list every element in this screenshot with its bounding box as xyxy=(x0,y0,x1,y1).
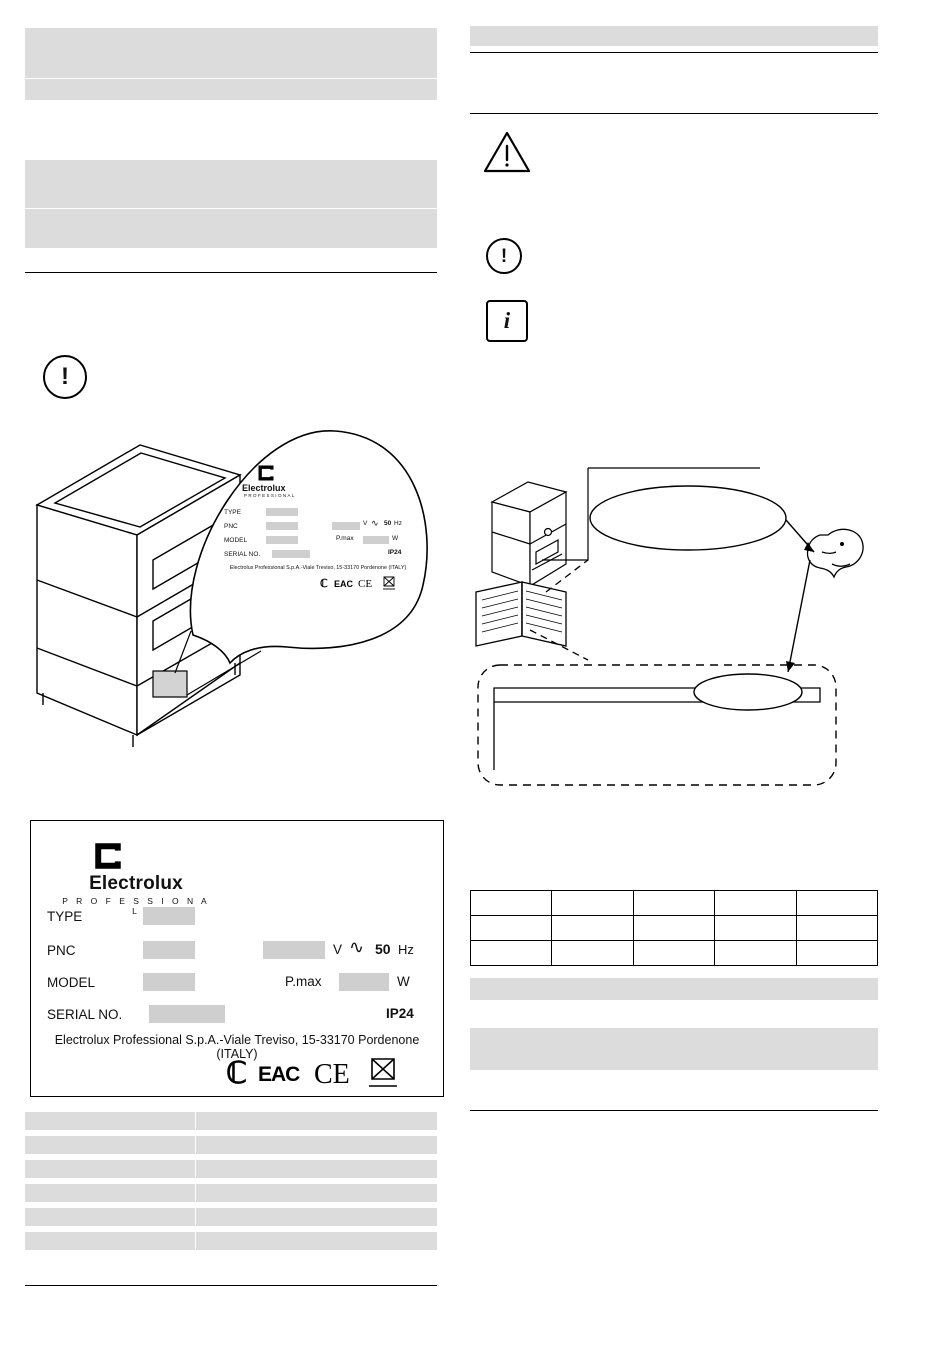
table-row xyxy=(471,891,878,916)
right-grid-table xyxy=(470,890,878,958)
ac-symbol-icon: ∿ xyxy=(371,518,379,528)
plate-frequency: 50 xyxy=(375,941,391,957)
left-grey-block-1 xyxy=(25,28,437,100)
svg-text:CE: CE xyxy=(358,578,373,590)
callout-type-value xyxy=(266,508,298,516)
callout-ip-rating: IP24 xyxy=(388,549,402,556)
plate-pnc-value xyxy=(143,941,195,959)
plate-serial-label: SERIAL NO. xyxy=(47,1007,123,1022)
exclamation-glyph: ! xyxy=(61,363,69,390)
callout-certification-marks xyxy=(320,575,420,591)
left-bottom-rule xyxy=(25,1285,437,1286)
table-row xyxy=(25,1208,437,1226)
right-column xyxy=(470,0,878,1360)
svg-text:EAC: EAC xyxy=(334,579,354,589)
block-divider xyxy=(25,208,437,209)
callout-serial-value xyxy=(272,550,310,558)
table-cell xyxy=(633,916,714,941)
plate-power-unit: W xyxy=(397,974,410,989)
table-cell xyxy=(715,891,796,916)
callout-voltage-unit: V xyxy=(363,520,368,527)
left-grey-block-2 xyxy=(25,160,437,248)
right-rule-1 xyxy=(470,52,878,53)
callout-model-label: MODEL xyxy=(224,537,248,544)
table-row xyxy=(25,1184,437,1202)
left-striped-table xyxy=(25,1112,437,1256)
right-rule-2 xyxy=(470,113,878,114)
table-cell xyxy=(633,891,714,916)
exclamation-glyph: ! xyxy=(500,245,508,267)
plate-voltage-value xyxy=(263,941,325,959)
table-cell xyxy=(715,941,796,966)
plate-address: Electrolux Professional S.p.A.-Viale Treviso, 15-33170 Pordenone (ITALY) xyxy=(54,1033,420,1061)
callout-frequency-unit: Hz xyxy=(394,520,402,527)
plate-voltage-unit: V xyxy=(333,942,343,957)
brand-subtitle: P R O F E S S I O N A L xyxy=(62,896,210,916)
table-cell xyxy=(471,941,552,966)
table-row xyxy=(25,1160,437,1178)
plate-type-value xyxy=(143,907,195,925)
callout-pmax-label: P.max xyxy=(336,535,354,542)
left-horizontal-rule xyxy=(25,272,437,273)
plate-type-label: TYPE xyxy=(47,909,83,924)
plate-certification-marks xyxy=(226,1055,426,1101)
callout-serial-label: SERIAL NO. xyxy=(224,551,261,558)
right-grey-band-top xyxy=(470,26,878,46)
svg-text:ℂ: ℂ xyxy=(226,1057,247,1090)
table-row xyxy=(25,1232,437,1250)
callout-type-label: TYPE xyxy=(224,509,241,516)
right-grey-band-2 xyxy=(470,1028,878,1070)
table-cell xyxy=(796,916,877,941)
table-row xyxy=(25,1136,437,1154)
callout-pnc-label: PNC xyxy=(224,523,238,530)
brand-name: Electrolux xyxy=(89,873,183,894)
instruction-flow-diagram xyxy=(470,440,878,800)
plate-ip-rating: IP24 xyxy=(386,1006,414,1021)
electrolux-logo-icon xyxy=(91,839,125,873)
callout-pmax-value xyxy=(363,536,389,544)
ac-symbol-icon: ∿ xyxy=(349,937,365,957)
block-divider xyxy=(25,78,437,79)
callout-voltage-value xyxy=(332,522,360,530)
table-cell xyxy=(633,941,714,966)
table-cell xyxy=(552,891,633,916)
plate-model-label: MODEL xyxy=(47,975,96,990)
plate-pnc-label: PNC xyxy=(47,943,76,958)
information-icon xyxy=(486,300,528,342)
table-cell xyxy=(552,941,633,966)
svg-text:ℂ: ℂ xyxy=(320,578,328,590)
exclamation-circle-icon xyxy=(43,355,87,399)
svg-text:EAC: EAC xyxy=(258,1063,300,1086)
table-row xyxy=(471,941,878,966)
plate-frequency-unit: Hz xyxy=(398,942,414,957)
plate-pmax-label: P.max xyxy=(285,974,322,989)
callout-model-value xyxy=(266,536,298,544)
table-cell xyxy=(796,891,877,916)
table-cell xyxy=(715,916,796,941)
exclamation-circle-icon xyxy=(486,238,522,274)
callout-power-unit: W xyxy=(392,535,399,542)
left-column xyxy=(25,0,437,1360)
svg-text:CE: CE xyxy=(314,1059,350,1090)
right-grey-band-1 xyxy=(470,978,878,1000)
grid-table xyxy=(470,890,878,966)
plate-model-value xyxy=(143,973,195,991)
table-cell xyxy=(471,916,552,941)
info-glyph: i xyxy=(503,308,511,333)
callout-frequency: 50 xyxy=(384,520,392,527)
table-row xyxy=(471,916,878,941)
plate-pmax-value xyxy=(339,973,389,991)
table-row xyxy=(25,1112,437,1130)
plate-serial-value xyxy=(149,1005,225,1023)
table-cell xyxy=(796,941,877,966)
callout-pnc-value xyxy=(266,522,298,530)
right-rule-3 xyxy=(470,1110,878,1111)
callout-address: Electrolux Professional S.p.A.-Viale Treviso, 15-33170 Pordenone (ITALY) xyxy=(229,565,407,571)
table-cell xyxy=(552,916,633,941)
machine-illustration: Electrolux PROFESSIONAL TYPE PNC V ∿ 50 Hz MODEL P.max W SERIAL NO. IP24 Electrolux Professional S.p.A.-Viale Treviso, 15-33170 Pordenone (ITALY) ℂ EAC CE xyxy=(25,405,437,775)
warning-triangle-icon xyxy=(482,130,528,170)
rating-plate xyxy=(30,820,444,1097)
table-cell xyxy=(471,891,552,916)
